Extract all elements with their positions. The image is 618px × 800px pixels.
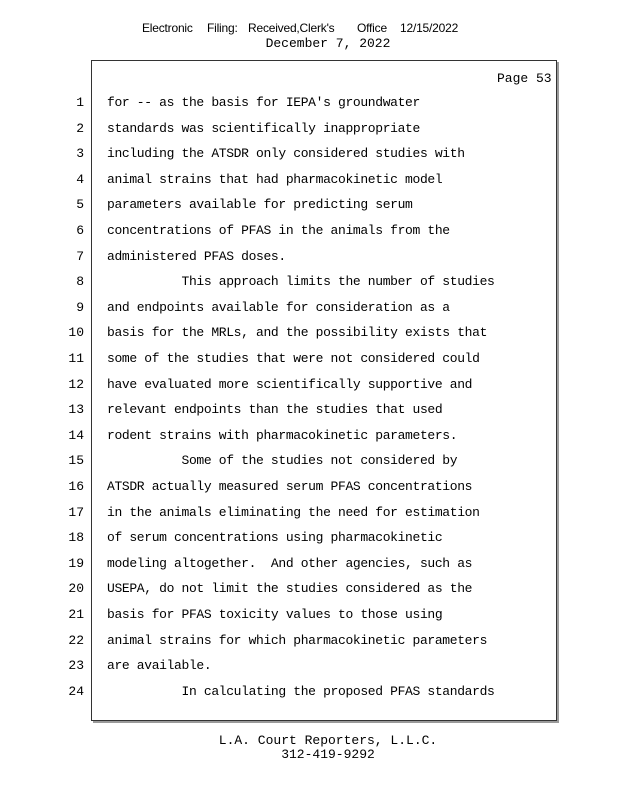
page-number: Page 53 xyxy=(497,71,552,86)
line-number: 8 xyxy=(76,274,84,289)
filing-word-office: Office xyxy=(357,21,387,35)
line-number: 6 xyxy=(76,223,84,238)
filing-word-filing: Filing: xyxy=(207,21,238,35)
line-number: 14 xyxy=(68,428,84,443)
filing-date: 12/15/2022 xyxy=(400,21,459,35)
transcript-line-text: animal strains that had pharmacokinetic model xyxy=(107,172,443,187)
transcript-line-text: basis for PFAS toxicity values to those using xyxy=(107,607,443,622)
line-number: 21 xyxy=(68,607,84,622)
line-number: 13 xyxy=(68,402,84,417)
transcript-line-text: animal strains for which pharmacokinetic parameters xyxy=(107,633,488,648)
transcript-line-text: In calculating the proposed PFAS standards xyxy=(107,684,495,699)
transcript-line-text: basis for the MRLs, and the possibility exists that xyxy=(107,325,488,340)
line-number: 7 xyxy=(76,249,84,264)
line-number: 22 xyxy=(68,633,84,648)
line-number: 23 xyxy=(68,658,84,673)
transcript-line-text: of serum concentrations using pharmacokinetic xyxy=(107,530,443,545)
transcript-line-text: administered PFAS doses. xyxy=(107,249,286,264)
line-number: 1 xyxy=(76,95,84,110)
transcript-line-text: and endpoints available for consideration as a xyxy=(107,300,450,315)
transcript-line-text: have evaluated more scientifically supportive and xyxy=(107,377,473,392)
transcript-line-text: rodent strains with pharmacokinetic parameters. xyxy=(107,428,458,443)
transcript-line-text: for -- as the basis for IEPA's groundwater xyxy=(107,95,420,110)
line-number: 19 xyxy=(68,556,84,571)
line-number: 3 xyxy=(76,146,84,161)
filing-word-electronic: Electronic xyxy=(142,21,193,35)
footer-company: L.A. Court Reporters, L.L.C. xyxy=(218,733,438,748)
line-number: 11 xyxy=(68,351,84,366)
transcript-line-text: concentrations of PFAS in the animals from the xyxy=(107,223,450,238)
transcript-line-text: are available. xyxy=(107,658,212,673)
filing-word-received: Received,Clerk's xyxy=(248,21,335,35)
transcript-line-text: standards was scientifically inappropriate xyxy=(107,121,420,136)
line-number: 16 xyxy=(68,479,84,494)
line-number: 15 xyxy=(68,453,84,468)
line-number: 9 xyxy=(76,300,84,315)
line-number: 12 xyxy=(68,377,84,392)
line-number: 5 xyxy=(76,197,84,212)
transcript-line-text: Some of the studies not considered by xyxy=(107,453,458,468)
line-number: 10 xyxy=(68,325,84,340)
transcript-line-text: some of the studies that were not considered could xyxy=(107,351,480,366)
transcript-line-text: USEPA, do not limit the studies considered as the xyxy=(107,581,473,596)
line-number: 20 xyxy=(68,581,84,596)
transcript-line-text: ATSDR actually measured serum PFAS concentrations xyxy=(107,479,473,494)
line-number: 17 xyxy=(68,505,84,520)
transcript-line-text: This approach limits the number of studies xyxy=(107,274,495,289)
line-number: 4 xyxy=(76,172,84,187)
transcript-line-text: parameters available for predicting serum xyxy=(107,197,413,212)
transcript-line-text: including the ATSDR only considered studies with xyxy=(107,146,465,161)
transcript-line-text: relevant endpoints than the studies that used xyxy=(107,402,443,417)
line-number: 18 xyxy=(68,530,84,545)
line-number: 24 xyxy=(68,684,84,699)
footer-phone: 312-419-9292 xyxy=(281,747,375,762)
transcript-line-text: modeling altogether. And other agencies, such as xyxy=(107,556,473,571)
transcript-line-text: in the animals eliminating the need for estimation xyxy=(107,505,480,520)
line-number: 2 xyxy=(76,121,84,136)
transcript-date: December 7, 2022 xyxy=(265,36,391,51)
